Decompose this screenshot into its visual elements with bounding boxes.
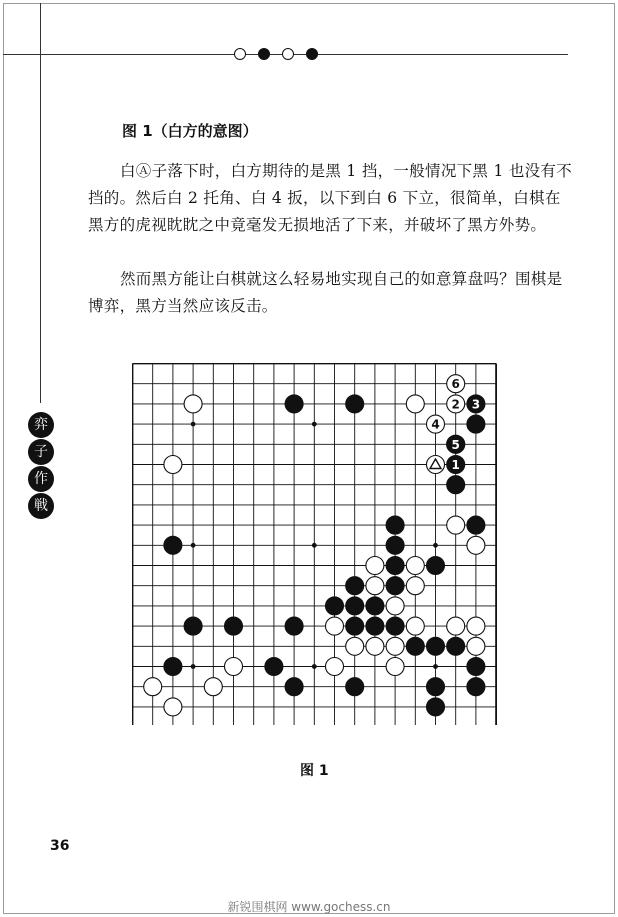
paragraph-text: 白Ⓐ子落下时，白方期待的是黑 1 挡，一般情况下黑 1 也没有不挡的。然后白 2 托角、白 4 扳，以下到白 6 下立，很简单，白棋在黑方的虎视眈眈之中竟毫发无损地活了下来，并破坏了黑方外势。 xyxy=(88,162,573,234)
page-number: 36 xyxy=(50,838,70,854)
side-title-char: 弈 xyxy=(28,412,54,438)
star-point xyxy=(312,543,317,548)
star-point xyxy=(433,664,438,669)
white-stone xyxy=(406,395,424,413)
white-stone xyxy=(366,637,384,655)
black-stone xyxy=(285,395,303,413)
side-title-char: 戦 xyxy=(28,493,54,519)
black-stone xyxy=(427,698,445,716)
black-stone xyxy=(447,637,465,655)
go-board xyxy=(132,363,497,725)
black-stone xyxy=(386,536,404,554)
star-point xyxy=(312,422,317,427)
black-stone xyxy=(184,617,202,635)
move-number-label: 3 xyxy=(471,397,481,412)
black-stone xyxy=(467,658,485,676)
star-point xyxy=(433,543,438,548)
white-stone xyxy=(366,577,384,595)
white-stone xyxy=(366,557,384,575)
white-stone xyxy=(225,658,243,676)
star-point xyxy=(191,543,196,548)
black-stone xyxy=(366,597,384,615)
move-number-label: 4 xyxy=(431,417,440,432)
star-point xyxy=(191,422,196,427)
margin-rule xyxy=(40,3,41,403)
black-stone xyxy=(467,516,485,534)
star-point xyxy=(191,664,196,669)
white-stone xyxy=(204,678,222,696)
white-stone xyxy=(184,395,202,413)
white-stone xyxy=(406,577,424,595)
white-stone xyxy=(386,637,404,655)
black-stone xyxy=(406,637,424,655)
white-stone xyxy=(326,658,344,676)
black-stone xyxy=(225,617,243,635)
white-stone xyxy=(346,637,364,655)
white-stone xyxy=(447,617,465,635)
white-stone xyxy=(386,658,404,676)
white-stone xyxy=(326,617,344,635)
white-stone xyxy=(164,698,182,716)
black-stone xyxy=(366,617,384,635)
star-point xyxy=(312,664,317,669)
black-stone xyxy=(386,557,404,575)
black-stone xyxy=(285,617,303,635)
watermark: 新锐围棋网 www.gochess.cn xyxy=(227,900,391,914)
black-stone xyxy=(326,597,344,615)
paragraph xyxy=(88,158,574,239)
go-board-diagram xyxy=(132,363,497,729)
white-stone xyxy=(386,597,404,615)
black-stone xyxy=(386,516,404,534)
ornament-circle-icon xyxy=(282,48,294,60)
black-stone xyxy=(447,476,465,494)
ornament-dot-icon xyxy=(306,48,318,60)
black-stone xyxy=(285,678,303,696)
move-number-label: 2 xyxy=(451,397,460,412)
black-stone xyxy=(467,678,485,696)
black-stone xyxy=(427,557,445,575)
paragraph-text: 然而黑方能让白棋就这么轻易地实现自己的如意算盘吗？围棋是博弈，黑方当然应该反击。 xyxy=(88,270,563,315)
black-stone xyxy=(386,617,404,635)
black-stone xyxy=(346,678,364,696)
paragraph xyxy=(88,266,574,320)
move-number-label: 6 xyxy=(451,377,460,392)
black-stone xyxy=(386,577,404,595)
white-stone xyxy=(144,678,162,696)
move-number-label: 5 xyxy=(451,437,460,452)
white-stone xyxy=(447,516,465,534)
black-stone xyxy=(427,637,445,655)
section-heading: 图 1（白方的意图） xyxy=(122,122,258,140)
figure-caption: 图 1 xyxy=(300,763,329,779)
side-title-char: 作 xyxy=(28,466,54,492)
white-stone xyxy=(467,617,485,635)
black-stone xyxy=(346,395,364,413)
black-stone xyxy=(164,658,182,676)
white-stone xyxy=(406,557,424,575)
white-stone xyxy=(406,617,424,635)
move-number-label: 1 xyxy=(451,458,460,472)
black-stone xyxy=(265,658,283,676)
black-stone xyxy=(346,617,364,635)
side-title-char: 子 xyxy=(28,439,54,465)
ornament-circle-icon xyxy=(234,48,246,60)
black-stone xyxy=(346,597,364,615)
black-stone xyxy=(346,577,364,595)
black-stone xyxy=(164,536,182,554)
ornament-dot-icon xyxy=(258,48,270,60)
black-stone xyxy=(467,415,485,433)
white-stone xyxy=(467,536,485,554)
black-stone xyxy=(427,678,445,696)
white-stone xyxy=(467,637,485,655)
white-stone xyxy=(164,456,182,474)
